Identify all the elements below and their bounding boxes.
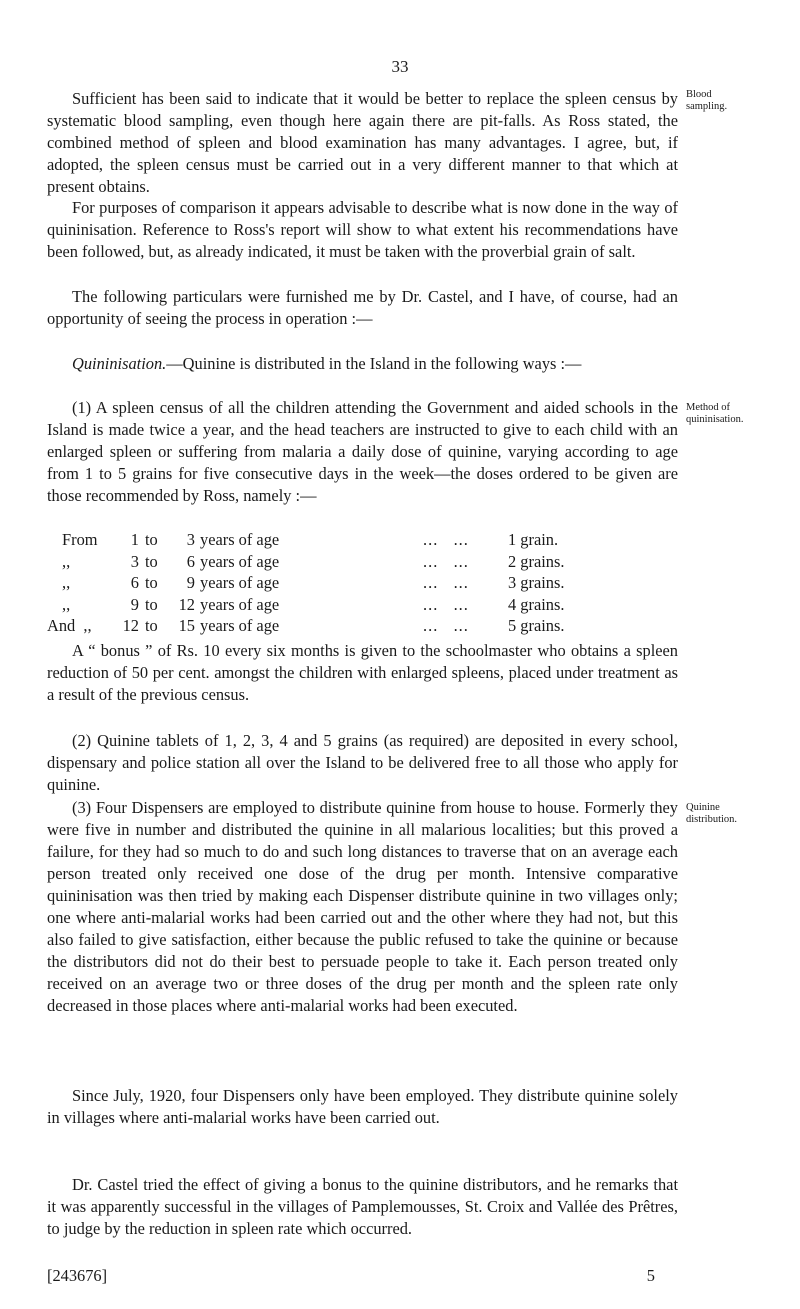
leader-dots: ... ...	[423, 616, 469, 635]
dose-row	[47, 572, 678, 594]
dose-row	[47, 594, 678, 616]
paragraph-particulars	[47, 286, 678, 330]
paragraph-text: Sufficient has been said to indicate that it would be better to replace the spleen census by systematic blood sampling, even though here again there are pit-falls. As Ross stated, the combined method of spleen and blood examination has many advantages. I agree, but, if adopted, the spleen census must be carried out in a very different manner to that which at present obtains.	[47, 89, 678, 196]
paragraph-text: For purposes of comparison it appears advisable to describe what is now done in the way of quininisation. Reference to Ross's report will show to what extent his recommendations have been followed, but, as already indicated, it must be taken with the proverbial grain of salt.	[47, 198, 678, 261]
age-upper: 3	[186, 530, 195, 549]
section-heading-italic: Quininisation.	[72, 354, 167, 373]
age-unit: years of age	[200, 594, 280, 614]
page-number: 33	[391, 57, 409, 76]
dose-row	[47, 551, 678, 573]
age-unit: years of age	[200, 530, 280, 549]
paragraph-dispensers	[47, 797, 678, 1017]
age-from: 12	[122, 616, 139, 635]
margin-note-blood-sampling	[686, 89, 796, 113]
dose-prefix: ,,	[62, 573, 71, 592]
age-upper: 15	[178, 616, 195, 635]
leader-dots: ... ...	[423, 594, 469, 614]
paragraph-quininisation-heading	[47, 353, 678, 375]
leader-dots: ... ...	[423, 573, 469, 592]
age-from: 1	[130, 530, 139, 549]
dose-prefix: From	[62, 530, 98, 549]
age-from: 6	[130, 573, 139, 592]
paragraph-text: A “ bonus ” of Rs. 10 every six months is given to the schoolmaster who obtains a spleen reduction of 50 per cent. amongst the children with enlarged spleens, placed under treatment as a result of the previous census.	[47, 641, 678, 704]
age-to-word: to	[145, 594, 158, 614]
margin-note-line: Method of	[686, 402, 731, 413]
paragraph-castel-bonus	[47, 1174, 678, 1240]
dose-amount: 2 grains.	[508, 551, 565, 571]
dose-row	[47, 529, 678, 551]
age-unit: years of age	[200, 573, 280, 592]
margin-note-line: sampling.	[686, 101, 728, 112]
dose-table	[47, 529, 678, 637]
age-to-word: to	[145, 616, 158, 635]
margin-note-line: quininisation.	[686, 414, 744, 425]
age-from: 3	[130, 551, 139, 571]
dose-amount: 1 grain.	[508, 530, 559, 549]
paragraph-text: The following particulars were furnished me by Dr. Castel, and I have, of course, had an opportunity of seeing the process in operation :—	[47, 287, 678, 328]
age-upper: 12	[178, 594, 195, 614]
dose-prefix: And ,,	[47, 616, 92, 635]
margin-note-line: distribution.	[686, 814, 738, 825]
paragraph-comparison	[47, 197, 678, 263]
paragraph-text: (2) Quinine tablets of 1, 2, 3, 4 and 5 grains (as required) are deposited in every school, dispensary and police station all over the Island to be delivered free to all those who apply for quinine.	[47, 731, 678, 794]
section-heading-rest: —Quinine is distributed in the Island in the following ways :—	[166, 354, 582, 373]
paragraph-text: (1) A spleen census of all the children attending the Government and aided schools in the Island is made twice a year, and the head teachers are instructed to give to each child with an enlarged spleen or suffering from malaria a daily dose of quinine, varying according to age from 1 to 5 grains for five consecutive days in the week—the doses ordered to be given are those recommended by Ross, namely :—	[47, 398, 678, 505]
age-unit: years of age	[200, 551, 280, 571]
age-from: 9	[130, 594, 139, 614]
paragraph-tablets	[47, 730, 678, 796]
dose-row	[47, 615, 678, 637]
paragraph-blood-sampling	[47, 88, 678, 198]
age-to-word: to	[145, 551, 158, 571]
age-to-word: to	[145, 530, 158, 549]
margin-note-quinine-distribution	[686, 802, 796, 826]
paragraph-since-july	[47, 1085, 678, 1129]
paragraph-spleen-census	[47, 397, 678, 507]
signature-mark: 5	[646, 1266, 655, 1285]
print-code: [243676]	[47, 1266, 108, 1285]
paragraph-text: Dr. Castel tried the effect of giving a bonus to the quinine distributors, and he remarks that it was apparently successful in the villages of Pamplemousses, St. Croix and Vallée des Prêtres, to judge by the reduction in spleen rate which occurred.	[47, 1175, 678, 1238]
leader-dots: ... ...	[423, 530, 469, 549]
age-upper: 9	[186, 573, 195, 592]
leader-dots: ... ...	[423, 551, 469, 571]
dose-amount: 3 grains.	[508, 573, 565, 592]
margin-note-line: Quinine	[686, 802, 720, 813]
margin-note-line: Blood	[686, 89, 712, 100]
paragraph-text: Since July, 1920, four Dispensers only have been employed. They distribute quinine solely in villages where anti-malarial works have been carried out.	[47, 1086, 678, 1127]
dose-amount: 5 grains.	[508, 616, 565, 635]
dose-amount: 4 grains.	[508, 594, 565, 614]
paragraph-text	[47, 353, 678, 375]
dose-prefix: ,,	[62, 551, 71, 571]
dose-prefix: ,,	[62, 594, 71, 614]
paragraph-bonus	[47, 640, 678, 706]
age-upper: 6	[186, 551, 195, 571]
age-unit: years of age	[200, 616, 280, 635]
paragraph-text: (3) Four Dispensers are employed to distribute quinine from house to house. Formerly they were five in number and distributed the quinine in all malarious localities; but this proved a failure, for they had so much to do and such long distances to traverse that on an average each person treated only received one dose of the drug per month. Intensive comparative quininisation was then tried by making each Dispenser distribute quinine in two villages only; one where anti-malarial works had been carried out and the other where they had not, but this also failed to give satisfaction, either because the public refused to take the quinine or because the distributors did not do their best to persuade people to take it. Each person treated only received on an average two or three doses of the drug per month and the spleen rate only decreased in those places where anti-malarial works had been executed.	[47, 798, 678, 1015]
margin-note-method	[686, 402, 796, 426]
age-to-word: to	[145, 573, 158, 592]
